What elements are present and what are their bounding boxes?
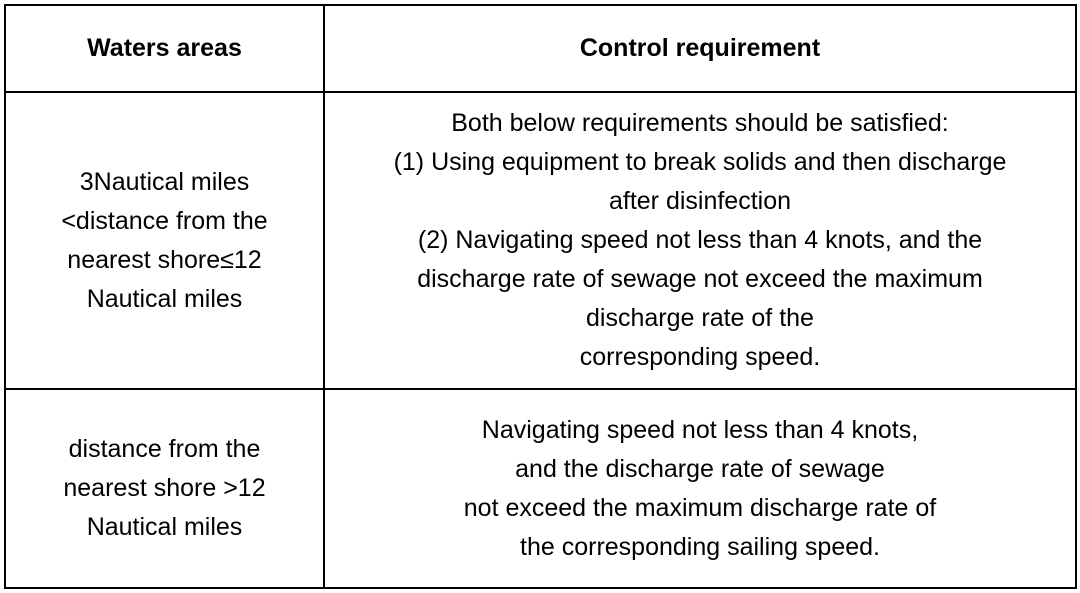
area-line: Nautical miles xyxy=(86,284,243,313)
requirement-cell xyxy=(324,389,1076,588)
table-header-row xyxy=(5,5,1076,92)
area-line: distance from the xyxy=(68,435,261,463)
requirement-line: (2) Navigating speed not less than 4 knots, and the xyxy=(417,226,983,254)
area-line: Nautical miles xyxy=(86,513,243,541)
requirement-line: Both below requirements should be satisfied: xyxy=(451,109,949,137)
area-cell xyxy=(5,389,324,588)
area-cell xyxy=(5,92,324,389)
requirement-line: corresponding speed. xyxy=(579,343,821,371)
table-row xyxy=(5,389,1076,588)
header-waters-areas: Waters areas xyxy=(5,5,324,92)
requirement-line: not exceed the maximum discharge rate of xyxy=(463,493,937,522)
requirement-line: after disinfection xyxy=(608,187,792,215)
requirement-line: the corresponding sailing speed. xyxy=(520,532,880,561)
requirements-table xyxy=(4,4,1077,589)
requirement-line: (1) Using equipment to break solids and then discharge xyxy=(393,148,1007,176)
requirement-line: discharge rate of sewage not exceed the maximum xyxy=(417,265,983,293)
table-row xyxy=(5,92,1076,389)
requirement-line: and the discharge rate of sewage xyxy=(515,454,885,483)
header-control-requirement: Control requirement xyxy=(324,5,1076,92)
area-line: nearest shore≤12 xyxy=(67,245,262,274)
area-line: <distance from the xyxy=(61,206,268,235)
requirement-line: discharge rate of the xyxy=(586,304,814,332)
area-line: nearest shore >12 xyxy=(63,474,266,502)
requirement-line: Navigating speed not less than 4 knots, xyxy=(481,415,919,444)
area-line: 3Nautical miles xyxy=(79,167,250,196)
requirement-cell xyxy=(324,92,1076,389)
